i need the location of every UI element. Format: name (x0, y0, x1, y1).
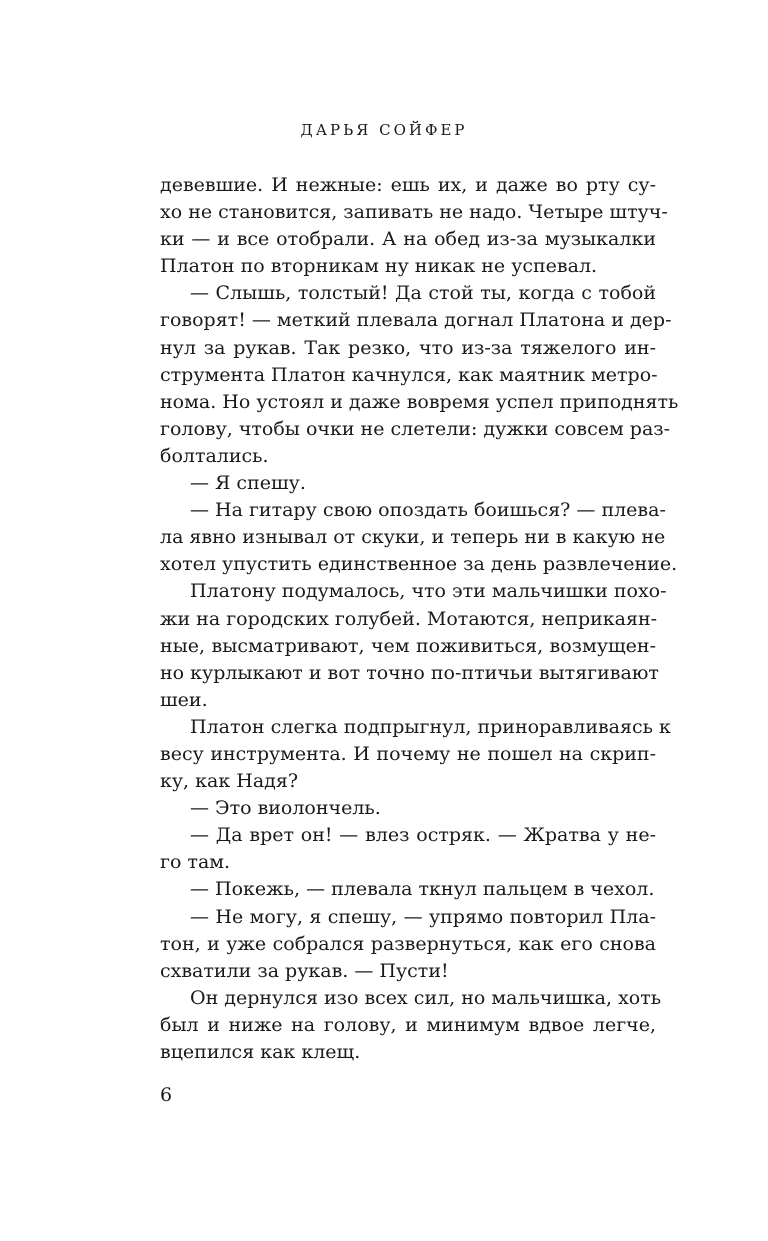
text-line: Платон по вторникам ну никак не успевал. (160, 255, 598, 278)
text-line: хотел упустить единственное за день развлечение. (160, 553, 678, 576)
text-line: весу инструмента. И почему не пошел на скрип- (160, 742, 656, 765)
text-line: ные, высматривают, чем поживиться, возмущен- (160, 634, 656, 657)
text-line: вцепился как клещ. (160, 1041, 361, 1063)
paragraph (160, 822, 656, 876)
text-line: нома. Но устоял и даже вовремя успел приподнять (160, 390, 679, 413)
paragraph (160, 578, 667, 713)
text-line: шеи. (160, 688, 208, 711)
text-line: ла явно изнывал от скуки, и теперь ни в какую не (160, 526, 666, 549)
text-line: тон, и уже собрался развернуться, как его снова (160, 932, 656, 955)
text-line: ку, как Надя? (160, 770, 299, 793)
paragraph (160, 497, 678, 578)
paragraph (160, 470, 656, 497)
paragraph (160, 172, 668, 280)
text-line: — Не могу, я спешу, — упрямо повторил Пла- (190, 905, 656, 928)
body-text (160, 172, 679, 1066)
text-line: струмента Платон качнулся, как маятник метро- (160, 363, 658, 386)
text-line: болтались. (160, 444, 269, 467)
paragraph (160, 714, 671, 795)
text-line: — На гитару свою опоздать боишься? — плева- (190, 499, 666, 522)
text-line: — Слышь, толстый! Да стой ты, когда с тобой (190, 282, 656, 305)
text-line: говорят! — меткий плевала догнал Платона и дер- (160, 309, 672, 332)
text-line: голову, чтобы очки не слетели: дужки совсем раз- (160, 417, 671, 440)
text-line: Платон слегка подпрыгнул, приноравливаясь к (190, 715, 671, 738)
text-line: но курлыкают и вот точно по-птичьи вытягивают (160, 661, 659, 684)
page-number: 6 (160, 1084, 173, 1106)
paragraph (160, 876, 656, 903)
text-line: — Я спешу. (190, 472, 306, 495)
text-line: Платону подумалось, что эти мальчишки похо- (190, 580, 667, 603)
text-line: был и ниже на голову, и минимум вдвое легче, (160, 1013, 656, 1036)
text-line: — Это виолончель. (190, 797, 381, 820)
text-line: Он дернулся изо всех сил, но мальчишка, хоть (190, 986, 662, 1009)
text-line: жи на городских голубей. Мотаются, неприкаян- (160, 607, 658, 630)
paragraph (160, 904, 656, 985)
text-line: — Покежь, — плевала ткнул пальцем в чехол. (190, 878, 655, 901)
text-line: хо не становится, запивать не надо. Четыре штуч- (160, 201, 668, 224)
paragraph (160, 280, 679, 470)
paragraph (160, 985, 662, 1066)
text-line: — Да врет он! — влез остряк. — Жратва у не- (190, 824, 656, 847)
paragraph (160, 795, 656, 822)
text-line: схватили за рукав. — Пусти! (160, 959, 449, 982)
text-line: девевшие. И нежные: ешь их, и даже во рту су- (160, 174, 656, 196)
text-line: нул за рукав. Так резко, что из-за тяжелого ин- (160, 336, 656, 359)
text-line: го там. (160, 851, 231, 874)
running-head: ДАРЬЯ СОЙФЕР (300, 121, 468, 139)
text-line: ки — и все отобрали. А на обед из-за музыкалки (160, 228, 656, 251)
